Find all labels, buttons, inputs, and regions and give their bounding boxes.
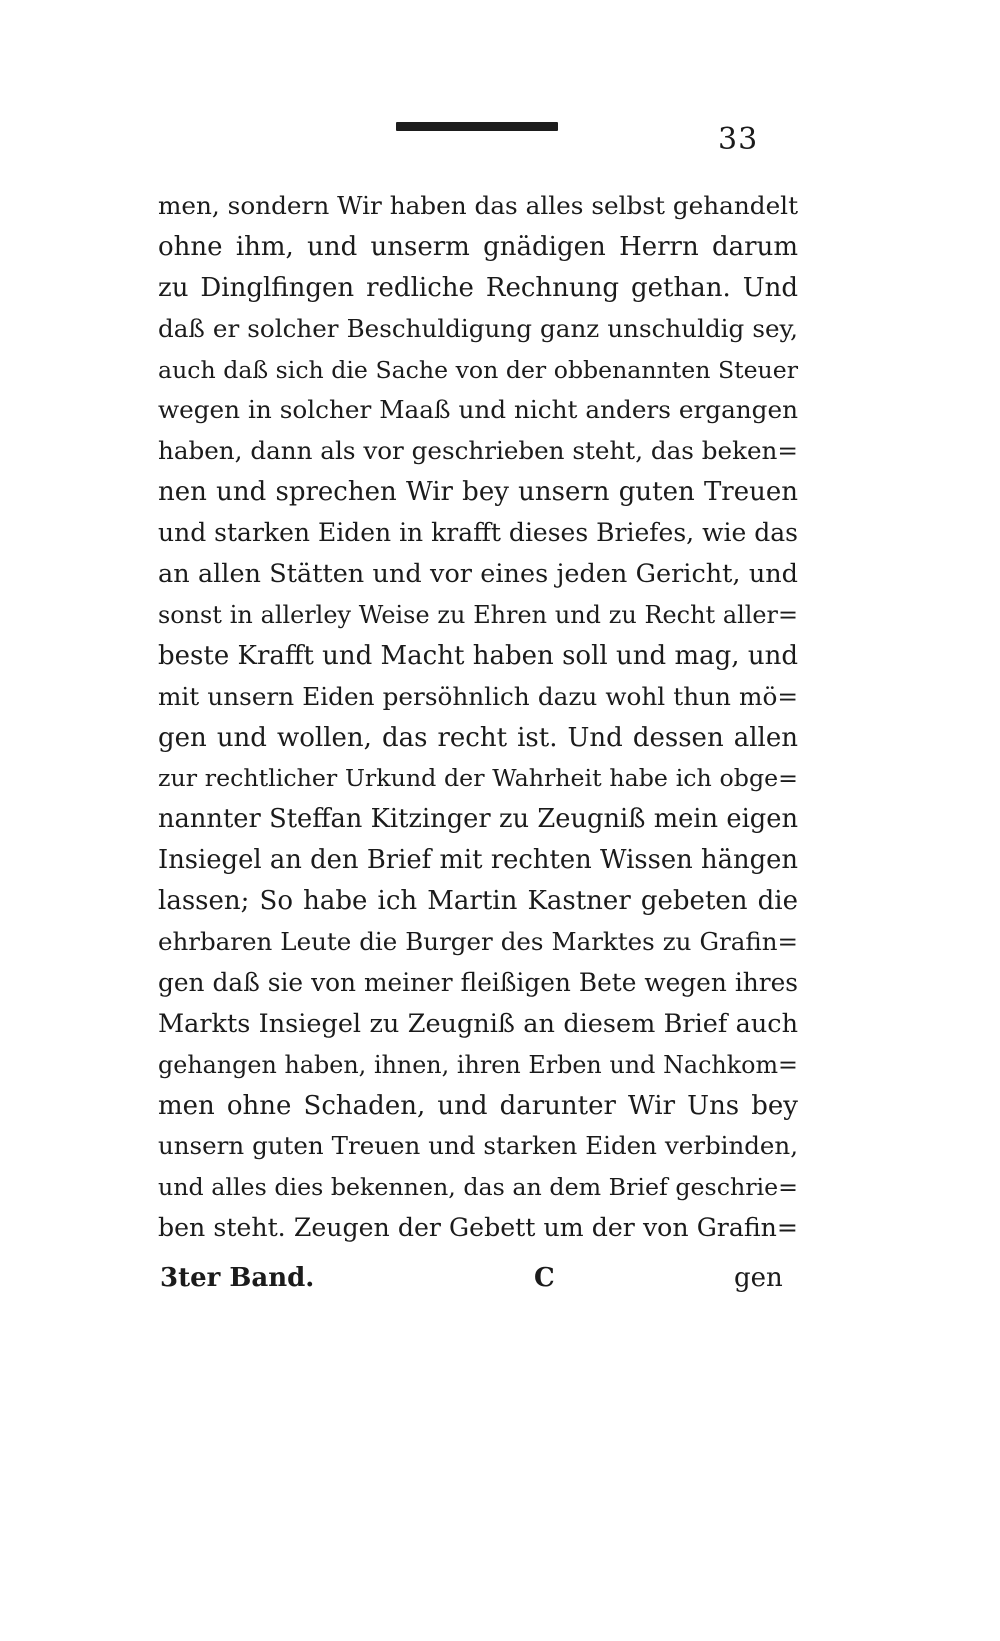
text-line: gen und wollen, das recht ist. Und dessen allen bbox=[158, 722, 798, 753]
text-line: gehangen haben, ihnen, ihren Erben und Nachkom= bbox=[158, 1050, 798, 1079]
text-line: zur rechtlicher Urkund der Wahrheit habe ich obge= bbox=[158, 764, 798, 793]
body-text bbox=[158, 186, 798, 1249]
text-line: nen und sprechen Wir bey unsern guten Treuen bbox=[158, 477, 798, 508]
text-line: an allen Stätten und vor eines jeden Gericht, und bbox=[158, 559, 798, 590]
text-line: auch daß sich die Sache von der obbenannten Steuer bbox=[158, 355, 798, 384]
catchword: gen bbox=[734, 1263, 783, 1293]
text-line: gen daß sie von meiner fleißigen Bete wegen ihres bbox=[158, 967, 798, 997]
text-line: lassen; So habe ich Martin Kastner gebeten die bbox=[158, 886, 798, 917]
text-line: daß er solcher Beschuldigung ganz unschuldig sey, bbox=[158, 313, 798, 343]
volume-signature: 3ter Band. bbox=[160, 1263, 315, 1293]
page-footer bbox=[160, 1258, 783, 1298]
text-line: zu Dinglfingen redliche Rechnung gethan. Und bbox=[158, 272, 798, 303]
text-line: und starken Eiden in krafft dieses Briefes, wie das bbox=[158, 518, 798, 548]
text-line: und alles dies bekennen, das an dem Brief geschrie= bbox=[158, 1173, 798, 1202]
text-line: mit unsern Eiden persöhnlich dazu wohl thun mö= bbox=[158, 681, 798, 711]
text-line: Insiegel an den Brief mit rechten Wissen hängen bbox=[158, 845, 798, 876]
text-line: haben, dann als vor geschrieben steht, das beken= bbox=[158, 436, 798, 466]
page-number: 33 bbox=[718, 122, 759, 157]
text-line: ohne ihm, und unserm gnädigen Herrn darum bbox=[158, 231, 798, 262]
text-line: unsern guten Treuen und starken Eiden verbinden, bbox=[158, 1131, 798, 1161]
text-line: ehrbaren Leute die Burger des Marktes zu Grafin= bbox=[158, 927, 798, 957]
text-line: nannter Steffan Kitzinger zu Zeugniß mein eigen bbox=[158, 804, 798, 835]
text-line: Markts Insiegel zu Zeugniß an diesem Brief auch bbox=[158, 1008, 798, 1039]
text-line: wegen in solcher Maaß und nicht anders ergangen bbox=[158, 395, 798, 425]
text-line: sonst in allerley Weise zu Ehren und zu Recht aller= bbox=[158, 600, 798, 629]
text-line: men ohne Schaden, und darunter Wir Uns bey bbox=[158, 1090, 798, 1121]
text-line: beste Krafft und Macht haben soll und mag, und bbox=[158, 640, 798, 671]
text-line: men, sondern Wir haben das alles selbst gehandelt bbox=[158, 191, 798, 220]
header-rule bbox=[396, 122, 558, 131]
signature-mark: C bbox=[534, 1263, 555, 1293]
text-line: ben steht. Zeugen der Gebett um der von Grafin= bbox=[158, 1213, 798, 1243]
